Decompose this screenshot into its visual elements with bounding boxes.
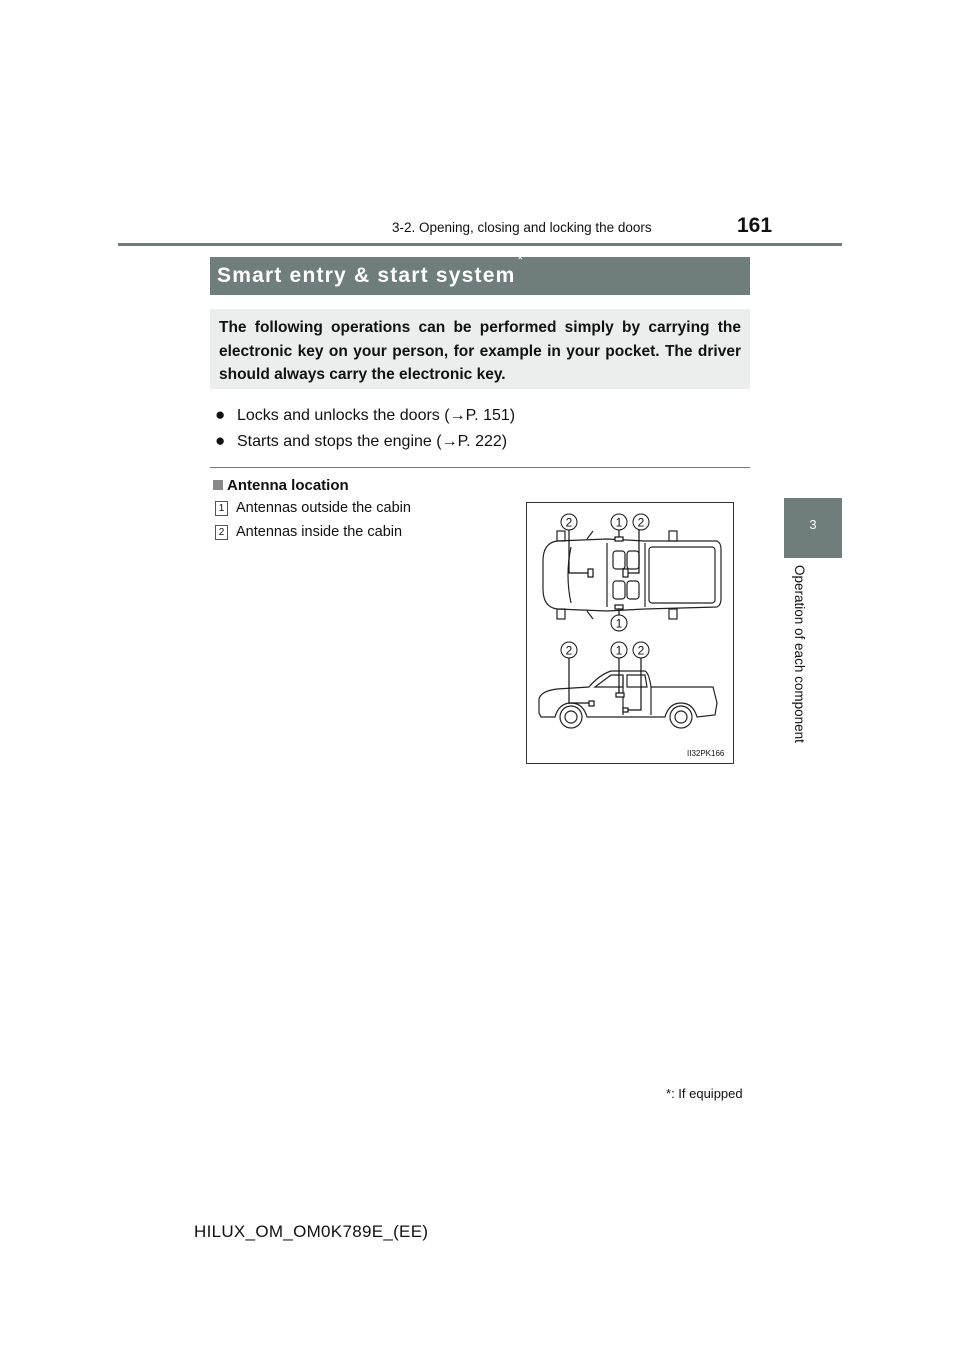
legend-item: [215, 524, 402, 540]
antenna-location-figure: [526, 502, 734, 764]
chapter-tab: 3: [784, 498, 842, 558]
figure-code: II32PK166: [687, 749, 725, 758]
svg-text:1: 1: [615, 515, 623, 530]
side-view-vehicle-icon: [539, 671, 717, 728]
svg-text:1: 1: [615, 643, 623, 658]
intro-box: The following operations can be performed simply by carrying the electronic key on your person, for example in your pocket. The driver should always carry the electronic key.: [210, 309, 750, 389]
chapter-tab-label: Operation of each component: [792, 565, 807, 743]
divider: [210, 467, 750, 468]
footnote: *: If equipped: [666, 1086, 743, 1101]
asterisk-icon: *: [666, 1086, 672, 1101]
svg-text:1: 1: [615, 616, 623, 631]
subsection-heading: Antenna location: [213, 477, 349, 494]
antenna-marker-icon: [589, 693, 628, 712]
bullet-item: [215, 405, 515, 425]
svg-text:2: 2: [565, 643, 573, 658]
svg-text:2: 2: [565, 515, 573, 530]
running-header: 3-2. Opening, closing and locking the doors: [392, 220, 652, 235]
antenna-marker-icon: [588, 537, 628, 609]
bullet-item: [215, 431, 507, 451]
callout-marker: [561, 642, 649, 658]
top-view-vehicle-icon: [543, 531, 721, 619]
bullet-icon: ●: [215, 405, 226, 424]
bullet-text: Locks and unlocks the doors (→P. 151): [237, 407, 516, 424]
header-rule: [118, 243, 842, 246]
callout-number: 1: [215, 501, 228, 516]
document-code: HILUX_OM_OM0K789E_(EE): [194, 1222, 429, 1241]
legend-label: Antennas outside the cabin: [236, 500, 411, 516]
section-title: Smart entry & start system: [217, 264, 516, 287]
legend-label: Antennas inside the cabin: [236, 524, 403, 540]
square-bullet-icon: [213, 480, 223, 490]
bullet-icon: ●: [215, 431, 226, 450]
section-title-bar: [210, 251, 750, 295]
if-equipped-marker: *: [517, 251, 523, 267]
callout-number: 2: [215, 525, 228, 540]
bullet-text: Starts and stops the engine (→P. 222): [237, 433, 508, 450]
legend-item: [215, 500, 411, 516]
svg-text:2: 2: [637, 515, 645, 530]
vehicle-diagram: [527, 503, 733, 763]
page-number: 161: [737, 214, 773, 237]
svg-text:2: 2: [637, 643, 645, 658]
